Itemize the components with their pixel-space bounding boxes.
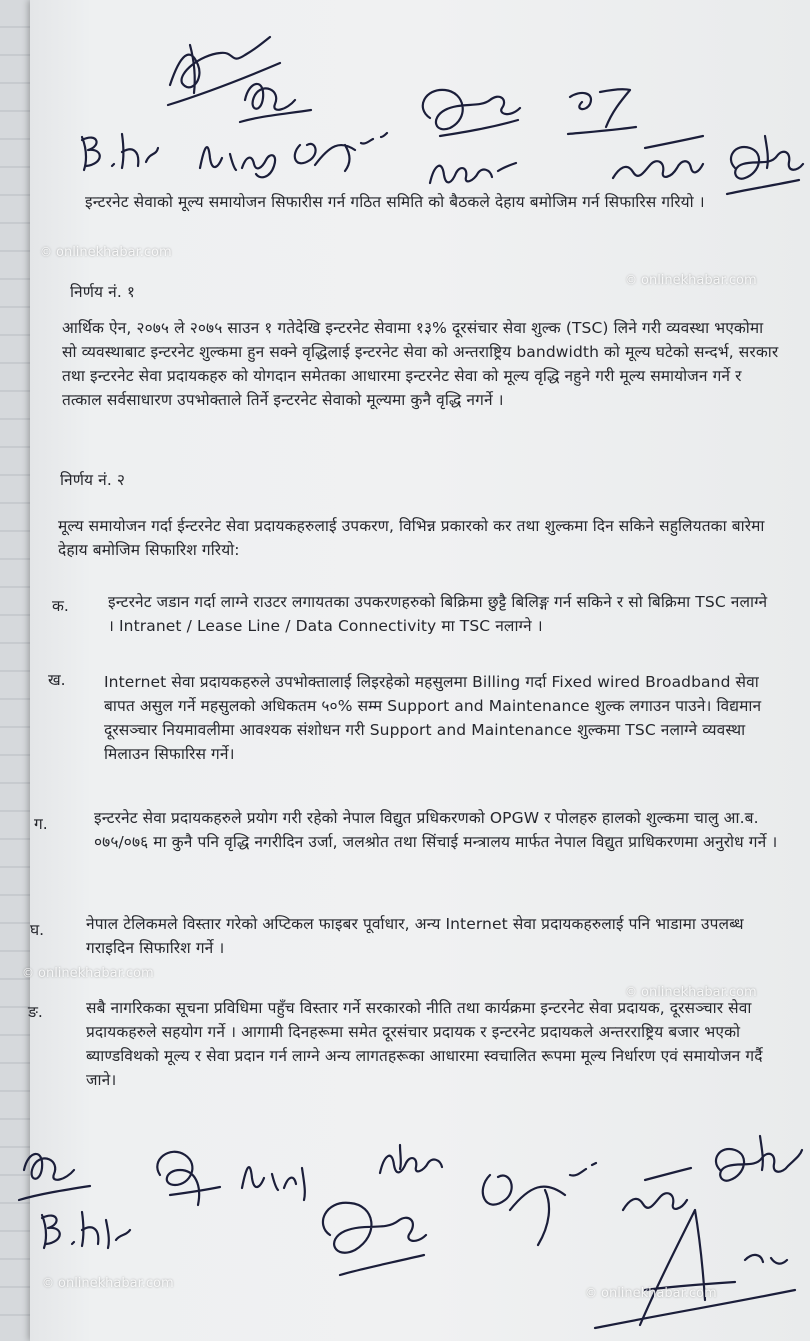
watermark [40, 245, 172, 260]
item-label: घ. [30, 921, 45, 939]
watermark-text: onlinekhabar.com [641, 985, 757, 1000]
item-label: क. [52, 597, 69, 615]
item-text: सबै नागरिकका सूचना प्रविधिमा पहुँच विस्तार गर्ने सरकारको नीति तथा कार्यक्रमा इन्टरनेट सेवा प्रदायक, दूरसञ्चार सेवा प्रदायकहरुले सहयोग गर्ने । आगामी दिनहरूमा समेत दूरसंचार प्रदायक र इन्टरनेट प्रदायकले अन्तरराष्ट्रिय बजार भएको ब्याण्डविथको मूल्य र सेवा प्रदान गर्न लाग्ने अन्य लागतहरूका आधारमा स्वचालित रूपमा मूल्य निर्धारण एवं समायोजन गर्दै जाने। [86, 999, 763, 1089]
watermark-text: onlinekhabar.com [58, 1276, 174, 1291]
intro-text: इन्टरनेट सेवाको मूल्य समायोजन सिफारीस गर्न गठित समिति को बैठकले देहाय बमोजिम गर्न सिफारिस गरियो । [85, 193, 705, 211]
watermark-text: onlinekhabar.com [38, 966, 154, 981]
decision-1-heading: निर्णय नं. १ [70, 283, 136, 301]
watermark-symbol: © [22, 966, 34, 980]
signature-bottom-4 [370, 1135, 470, 1190]
watermark [625, 273, 757, 288]
watermark [625, 985, 757, 1000]
watermark [22, 966, 154, 981]
item-text: Internet सेवा प्रदायकहरुले उपभोक्तालाई लिइरहेको महसुलमा Billing गर्दा Fixed wired Broadband सेवा बापत असुल गर्ने महसुलको अधिकतम ५०% सम्म Support and Maintenance शुल्क लगाउन पाउने। विद्यमान दूरसञ्चार नियमावलीमा आवश्यक संशोधन गरी Support and Maintenance शुल्कमा TSC नलाग्ने व्यवस्था मिलाउन सिफारिस गर्ने। [104, 673, 762, 763]
signature-bottom-10 [585, 1200, 800, 1335]
item-label: ख. [48, 671, 66, 689]
signature-top-5 [70, 122, 170, 177]
decision-1-body: आर्थिक ऐन, २०७५ ले २०७५ साउन १ गतेदेखि इन्टरनेट सेवामा १३% दूरसंचार सेवा शुल्क (TSC) लिने गरी व्यवस्था भएकोमा सो व्यवस्थाबाट इन्टरनेट शुल्कमा हुन सक्ने वृद्धिलाई इन्टरनेट सेवा को अन्तराष्ट्रिय bandwidth को मूल्य घटेको सन्दर्भ, सरकार तथा इन्टरनेट सेवा प्रदायकहरु को योगदान समेतका आधारमा इन्टरनेट सेवा को मूल्य वृद्धि नहुने गरी मूल्य समायोजन गर्ने र तत्काल सर्वसाधारण उपभोक्ताले तिर्ने इन्टरनेट सेवाको मूल्यमा कुनै वृद्धि नगर्ने । [62, 319, 779, 409]
item-label: ङ. [28, 1003, 43, 1021]
watermark-symbol: © [625, 273, 637, 287]
item-text: इन्टरनेट सेवा प्रदायकहरुले प्रयोग गरी रहेको नेपाल विद्युत प्रधिकरणको OPGW र पोलहरु हालको शुल्कमा चालु आ.ब. ०७५/०७६ मा कुनै पनि वृद्धि नगरीदिन उर्जा, जलश्रोत तथा सिंचाई मन्त्रालय मार्फत नेपाल विद्युत प्राधिकरणमा अनुरोध गर्ने । [94, 809, 778, 851]
watermark-text: onlinekhabar.com [601, 1286, 717, 1301]
signature-top-7 [285, 115, 405, 185]
watermark-symbol: © [625, 985, 637, 999]
signature-top-9 [605, 128, 705, 198]
signature-bottom-8 [700, 1130, 805, 1210]
watermark-text: onlinekhabar.com [641, 273, 757, 288]
decision-2-heading: निर्णय नं. २ [60, 471, 126, 489]
watermark [42, 1276, 174, 1291]
watermark-text: onlinekhabar.com [56, 245, 172, 260]
watermark-symbol: © [40, 245, 52, 259]
item-text: इन्टरनेट जडान गर्दा लाग्ने राउटर लगायतका उपकरणहरुको बिक्रिमा छुट्टै बिलिङ्ग गर्न सकिने र सो बिक्रिमा TSC नलाग्ने । Intranet / Lease Line / Data Connectivity मा TSC नलाग्ने । [108, 593, 768, 635]
signature-top-3 [410, 78, 525, 148]
watermark-symbol: © [585, 1286, 597, 1300]
signature-bottom-2 [140, 1135, 230, 1220]
watermark [585, 1286, 717, 1301]
item-label: ग. [34, 815, 48, 833]
item-text: नेपाल टेलिकमले विस्तार गरेको अप्टिकल फाइबर पूर्वाधार, अन्य Internet सेवा प्रदायकहरुलाई पनि भाडामा उपलब्ध गराइदिन सिफारिश गर्ने । [86, 915, 744, 957]
signature-bottom-9 [30, 1200, 140, 1260]
decision-2-intro: मूल्य समायोजन गर्दा ईन्टरनेट सेवा प्रदायकहरुलाई उपकरण, विभिन्न प्रकारको कर तथा शुल्कमा दिन सकिने सहुलियतका बारेमा देहाय बमोजिम सिफारिश गरियो: [58, 517, 765, 559]
signature-top-8 [420, 145, 520, 195]
signature-bottom-5 [300, 1185, 430, 1285]
watermark-symbol: © [42, 1276, 54, 1290]
